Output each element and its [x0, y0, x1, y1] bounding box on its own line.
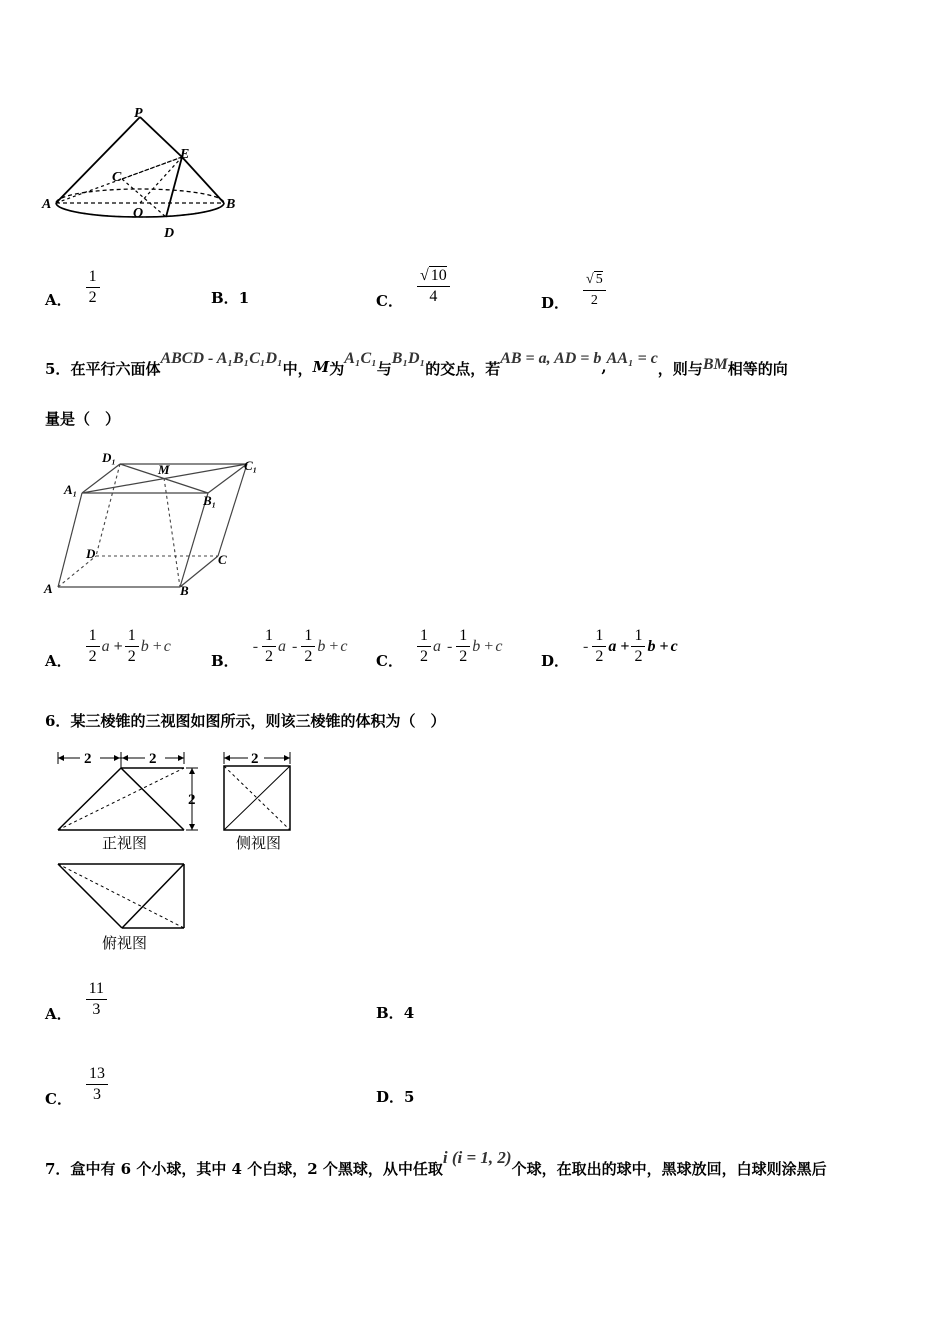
label-m: M: [158, 462, 170, 477]
label-b: B: [180, 583, 189, 598]
sqrt-sign: √: [586, 272, 594, 287]
q6-stem: 6．某三棱锥的三视图如图所示，则该三棱锥的体积为（ ）: [45, 712, 446, 730]
side-view-caption: 侧视图: [236, 836, 282, 852]
vector-a: a: [278, 637, 287, 655]
label-o: O: [133, 206, 144, 221]
vector-c: c: [340, 637, 348, 655]
vector-b: b: [140, 637, 149, 655]
option-label: C．: [376, 652, 403, 670]
label-b1: B₁: [203, 493, 217, 508]
vector-b: b: [317, 637, 326, 655]
q4-option-a[interactable]: [45, 265, 100, 310]
vector-a: a: [432, 637, 441, 655]
vector-a: a: [608, 637, 617, 655]
fraction: $\frac{√ 10}{4}$: [417, 266, 450, 307]
q5-stem-line1: 5． 在平行六面体 ABCD - A₁B₁C₁D₁ 中， M 为 A₁C₁ 与 B₁D₁ 的交点，若 AB = a, AD = b , AA₁ = c ，则与 BM 相等的向: [45, 350, 788, 378]
q5-point-m: M: [312, 358, 330, 376]
fraction: $\frac{1}{2}$: [86, 626, 100, 667]
option-label: D．: [376, 1088, 405, 1106]
option-value: 4: [403, 1004, 415, 1022]
option-label: A．: [45, 652, 72, 670]
option-label: A．: [45, 291, 72, 309]
option-label: B．: [376, 1004, 404, 1022]
fraction: $\frac{1}{2}$: [262, 626, 276, 667]
dim-label: 2: [149, 751, 157, 767]
option-value: 1: [238, 289, 250, 307]
fraction: $\frac{1}{2}$: [592, 626, 606, 667]
q6-number: 6．: [45, 712, 71, 730]
vector-a: a: [101, 637, 110, 655]
q7-stem: 7． 盒中有 6 个小球，其中 4 个白球，2 个黑球，从中任取 i (i = 1, 2) 个球，在取出的球中，黑球放回，白球则涂黑后: [45, 1148, 827, 1178]
label-c: C: [112, 170, 122, 185]
fraction: $\frac{11}{3}$: [86, 979, 107, 1020]
fraction: $\frac{13}{3}$: [86, 1064, 108, 1105]
option-label: B．: [211, 652, 239, 670]
q6-option-b[interactable]: [376, 1002, 414, 1023]
label-d1: D₁: [102, 450, 116, 465]
option-value: 5: [404, 1088, 415, 1106]
label-c: C: [218, 552, 227, 567]
label-p: P: [134, 106, 143, 121]
label-e: E: [180, 147, 190, 162]
fraction: $\frac{1}{2}$: [456, 626, 470, 667]
vector-b: b: [647, 637, 656, 655]
dim-label: 2: [188, 792, 196, 808]
label-a: A: [44, 581, 53, 596]
dim-label: 2: [251, 751, 259, 767]
top-view: [50, 858, 200, 954]
front-view-caption: 正视图: [102, 836, 148, 852]
q4-option-b[interactable]: [211, 287, 249, 308]
q5-option-a[interactable]: A． $\frac{1}{2}$ a + $\frac{1}{2}$ b + c: [45, 627, 171, 670]
q6-option-d[interactable]: [376, 1086, 414, 1107]
fraction: $\frac{1}{2}$: [417, 626, 431, 667]
label-d: D: [164, 226, 175, 241]
q4-option-c[interactable]: [376, 262, 450, 311]
q5-option-c[interactable]: C． $\frac{1}{2}$ a - $\frac{1}{2}$ b + c: [376, 627, 503, 670]
q7-math: i (i = 1, 2): [442, 1148, 512, 1167]
vector-c: c: [495, 637, 503, 655]
q5-option-b[interactable]: B． - $\frac{1}{2}$ a - $\frac{1}{2}$ b + c: [211, 627, 348, 670]
option-label: A．: [45, 1005, 72, 1023]
option-label: C．: [45, 1090, 72, 1108]
vector-b: b: [472, 637, 481, 655]
option-label: D．: [541, 652, 570, 670]
q5-stem-line2: 量是（ ）: [45, 410, 121, 428]
vector-c: c: [670, 637, 678, 655]
fraction: $\frac{1}{2}$: [631, 626, 645, 667]
q5-option-d[interactable]: D． - $\frac{1}{2}$ a + $\frac{1}{2}$ b + c: [541, 627, 678, 670]
q5-number: 5．: [45, 360, 71, 378]
q6-option-a[interactable]: [45, 975, 107, 1024]
dim-label: 2: [84, 751, 92, 767]
front-view: [50, 748, 210, 860]
top-view-caption: 俯视图: [102, 936, 148, 952]
vector-c: c: [163, 637, 171, 655]
q4-option-d[interactable]: [541, 268, 606, 313]
fraction: $\frac{1}{2}$: [301, 626, 315, 667]
option-label: B．: [211, 289, 239, 307]
q6-option-c[interactable]: [45, 1060, 108, 1109]
label-a: A: [42, 197, 52, 212]
sqrt-sign: √: [419, 267, 429, 284]
label-a1: A₁: [64, 482, 78, 497]
label-c1: C₁: [244, 458, 258, 473]
q5-solid-name: ABCD - A₁B₁C₁D₁: [160, 350, 283, 367]
fraction: $\frac{√ 5}{2}$: [583, 270, 606, 311]
option-label: D．: [541, 294, 570, 312]
cone-figure: [40, 105, 250, 245]
option-label: C．: [376, 292, 403, 310]
fraction: $\frac{1}{2}$: [125, 626, 139, 667]
fraction: $\frac{1}{2}$: [86, 267, 100, 308]
label-d: D: [86, 546, 96, 561]
label-b: B: [226, 197, 236, 212]
side-view: [218, 748, 308, 860]
q7-number: 7．: [45, 1160, 71, 1178]
parallelepiped-figure: [40, 448, 280, 603]
